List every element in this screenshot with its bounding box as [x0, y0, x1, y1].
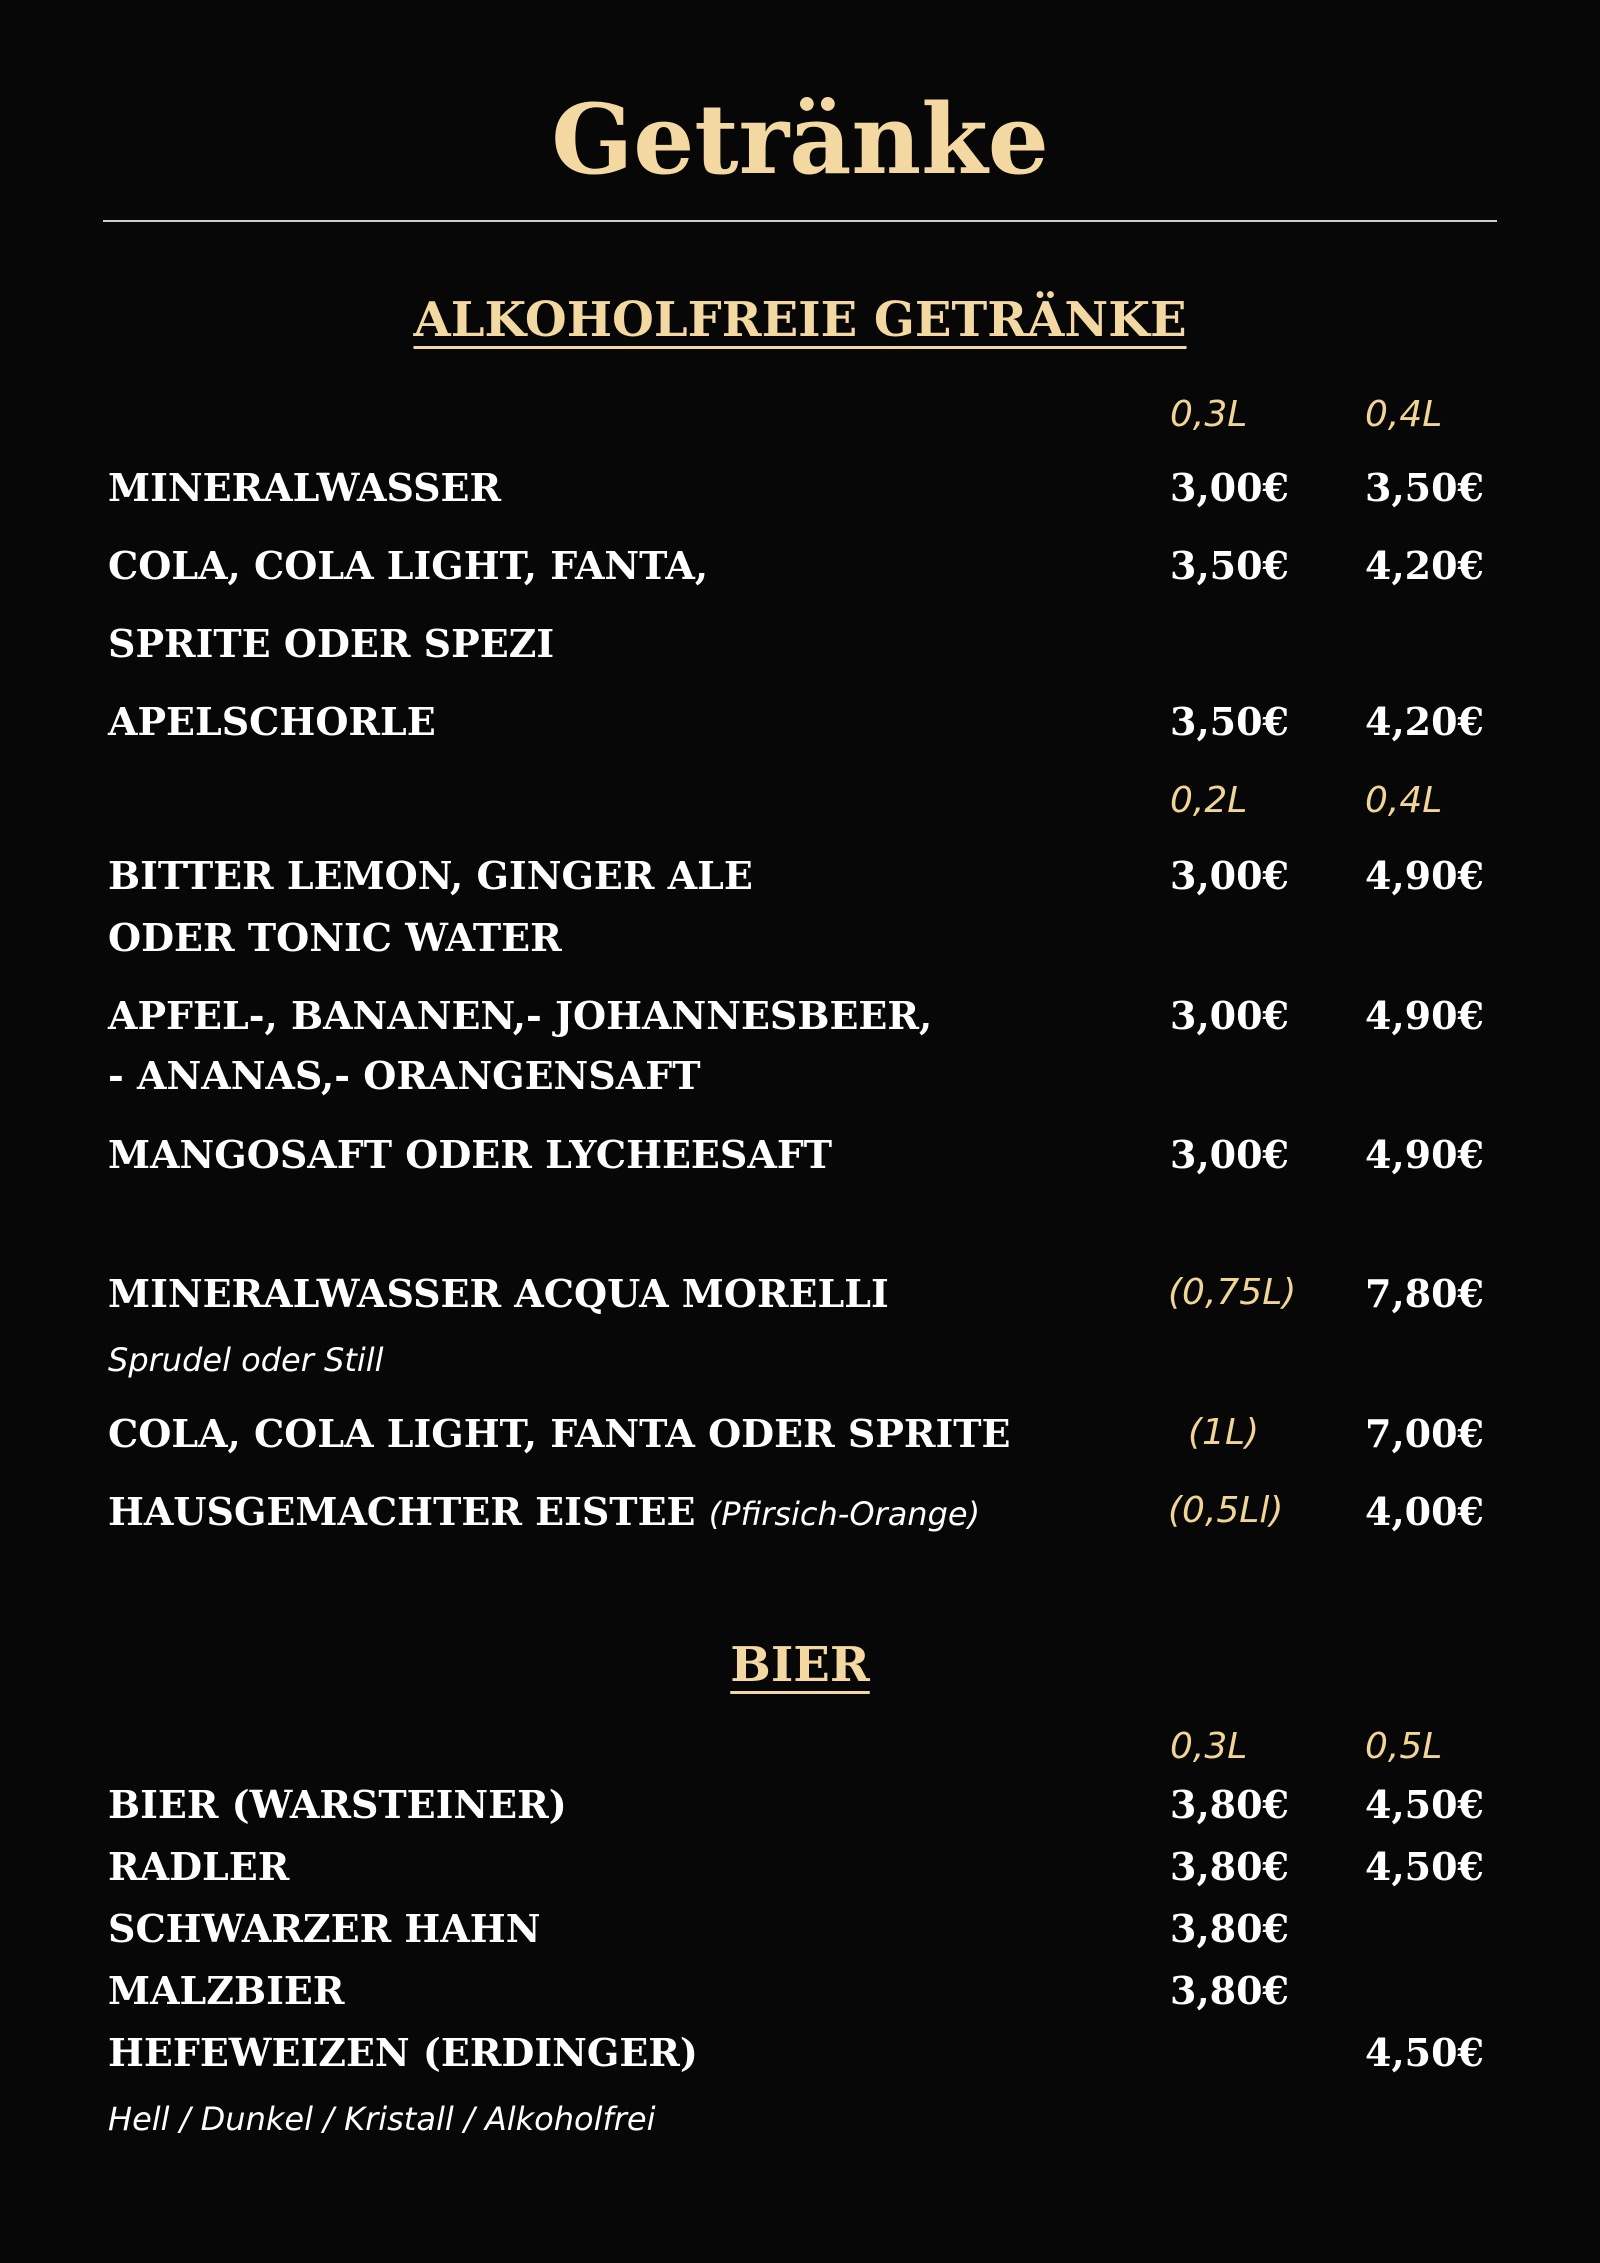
menu-item-name: SCHWARZER HAHN: [108, 1906, 541, 1951]
menu-item-name-line2: ODER TONIC WATER: [108, 915, 562, 960]
menu-item-price: 4,50€: [1365, 1844, 1484, 1889]
menu-item-price: 3,50€: [1170, 543, 1289, 588]
section-heading-bier: [0, 1635, 1600, 1695]
menu-item-name: COLA, COLA LIGHT, FANTA,: [108, 543, 709, 588]
menu-item-price: 3,80€: [1170, 1906, 1289, 1951]
page-title: Getränke: [551, 83, 1049, 196]
menu-item-price: 3,80€: [1170, 1782, 1289, 1827]
menu-item-row: [108, 1489, 980, 1537]
menu-item-price: 4,50€: [1365, 2030, 1484, 2075]
size-header: 0,2L: [1170, 780, 1248, 821]
menu-item-name: BIER (WARSTEINER): [108, 1782, 567, 1827]
bottle-size: (1L): [1188, 1412, 1260, 1453]
size-header: 0,3L: [1170, 394, 1248, 435]
section-heading-alkoholfrei: [0, 290, 1600, 350]
menu-item-price: 4,90€: [1365, 853, 1484, 898]
menu-item-price: 4,90€: [1365, 1132, 1484, 1177]
menu-item-name: MALZBIER: [108, 1968, 345, 2013]
menu-item-price: 4,20€: [1365, 699, 1484, 744]
menu-item-name: MANGOSAFT ODER LYCHEESAFT: [108, 1132, 833, 1177]
menu-item-price: 3,00€: [1170, 853, 1289, 898]
menu-item-name: HEFEWEIZEN (ERDINGER): [108, 2030, 698, 2075]
menu-item-note: Hell / Dunkel / Kristall / Alkoholfrei: [108, 2100, 656, 2138]
section-heading-bier-text: BIER: [730, 1637, 870, 1693]
title-divider: [103, 220, 1497, 222]
menu-item-name: COLA, COLA LIGHT, FANTA ODER SPRITE: [108, 1411, 1011, 1456]
menu-item-name: HAUSGEMACHTER EISTEE: [108, 1489, 696, 1534]
menu-item-price: 7,80€: [1365, 1271, 1484, 1316]
menu-item-name: BITTER LEMON, GINGER ALE: [108, 853, 753, 898]
menu-item-price: 3,00€: [1170, 993, 1289, 1038]
menu-item-price: 4,90€: [1365, 993, 1484, 1038]
size-header: 0,5L: [1365, 1726, 1443, 1767]
menu-item-name-line2: - ANANAS,- ORANGENSAFT: [108, 1053, 701, 1098]
menu-item-note: Sprudel oder Still: [108, 1341, 384, 1379]
menu-item-name-line2: SPRITE ODER SPEZI: [108, 621, 555, 666]
menu-item-price: 3,50€: [1170, 699, 1289, 744]
menu-item-price: 3,80€: [1170, 1968, 1289, 2013]
size-header: 0,4L: [1365, 780, 1443, 821]
menu-item-price: 4,20€: [1365, 543, 1484, 588]
section-heading-alkoholfrei-text: ALKOHOLFREIE GETRÄNKE: [413, 292, 1187, 348]
menu-item-name: APELSCHORLE: [108, 699, 436, 744]
menu-item-name: APFEL-, BANANEN,- JOHANNESBEER,: [108, 993, 933, 1038]
menu-item-name: RADLER: [108, 1844, 290, 1889]
menu-item-price: 4,50€: [1365, 1782, 1484, 1827]
menu-item-name: MINERALWASSER: [108, 465, 502, 510]
bottle-size: (0,75L): [1168, 1272, 1297, 1313]
menu-item-price: 3,50€: [1365, 465, 1484, 510]
menu-item-price: 3,00€: [1170, 465, 1289, 510]
menu-item-inline-note: (Pfirsich-Orange): [708, 1495, 981, 1533]
menu-item-price: 4,00€: [1365, 1489, 1484, 1534]
bottle-size: (0,5Ll): [1168, 1490, 1284, 1531]
size-header: 0,3L: [1170, 1726, 1248, 1767]
menu-item-price: 3,00€: [1170, 1132, 1289, 1177]
size-header: 0,4L: [1365, 394, 1443, 435]
menu-item-name: MINERALWASSER ACQUA MORELLI: [108, 1271, 889, 1316]
menu-item-price: 3,80€: [1170, 1844, 1289, 1889]
menu-item-price: 7,00€: [1365, 1411, 1484, 1456]
